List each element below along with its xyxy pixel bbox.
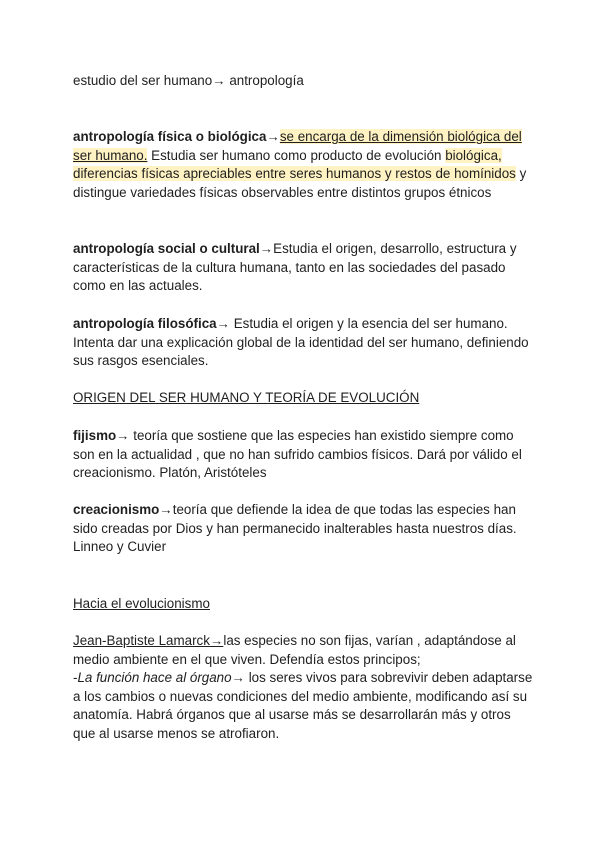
paragraph-lamarck bbox=[73, 632, 533, 743]
heading-origen: ORIGEN DEL SER HUMANO Y TEORÍA DE EVOLUCIÓN bbox=[73, 390, 420, 405]
fisica-highlight: biológica, diferencias físicas apreciables entre seres humanos y restos de homínidos bbox=[73, 147, 516, 181]
term-creacionismo: creacionismo bbox=[73, 502, 160, 517]
principle-text: → los seres vivos para sobrevivir deben adaptarse a los cambios o nuevas condiciones del medio ambiente, modificando así su anatomía. Habrá órganos que al usarse más se desarrollarán más y otros que al usarse menos se atrofiaron. bbox=[73, 670, 533, 741]
social-text: →Estudia el origen, desarrollo, estructura y características de la cultura humana, tanto en las sociedades del pasado como en las actuales. bbox=[73, 241, 517, 293]
definition-underlined: se encarga de la dimensión biológica del ser humano. bbox=[73, 129, 522, 163]
paragraph-antropologia-social bbox=[73, 240, 533, 296]
lamarck-text: las especies no son fijas, varían , adaptándose al medio ambiente en el que viven. Defendía estos principos; bbox=[73, 633, 516, 667]
principle-title: La función hace al órgano bbox=[77, 670, 232, 685]
paragraph-antropologia-filosofica bbox=[73, 315, 533, 371]
intro-line: estudio del ser humano→ antropología bbox=[73, 73, 304, 88]
heading-evolucionismo: Hacia el evolucionismo bbox=[73, 596, 210, 611]
creacionismo-text: →teoría que defiende la idea de que todas las especies han sido creadas por Dios y han permanecido inalterables hasta nuestros días. Linneo y Cuvier bbox=[73, 502, 517, 554]
term-fijismo: fijismo bbox=[73, 428, 117, 443]
dash: - bbox=[73, 670, 78, 685]
paragraph-antropologia-fisica bbox=[73, 128, 533, 202]
term-antropologia-fisica: antropología física o biológica bbox=[73, 129, 267, 144]
paragraph-fijismo bbox=[73, 427, 533, 483]
arrow: → bbox=[266, 129, 280, 144]
term-antropologia-filosofica: antropología filosófica bbox=[73, 316, 217, 331]
paragraph-creacionismo bbox=[73, 501, 533, 557]
term-antropologia-social: antropología social o cultural bbox=[73, 241, 260, 256]
fisica-text-a: Estudia ser humano como producto de evolución bbox=[147, 147, 446, 163]
fijismo-text: → teoría que sostiene que las especies han existido siempre como son en la actualidad , que no han sufrido cambios físicos. Dará por válido el creacionismo. Platón, Aristóteles bbox=[73, 428, 522, 480]
fisica-text-b: y distingue variedades físicas observables entre distintos grupos étnicos bbox=[73, 166, 527, 200]
filosofica-text: → Estudia el origen y la esencia del ser humano. Intenta dar una explicación global de la identidad del ser humano, definiendo sus rasgos esenciales. bbox=[73, 316, 529, 368]
lamarck-name: Jean-Baptiste Lamarck→ bbox=[73, 633, 224, 648]
